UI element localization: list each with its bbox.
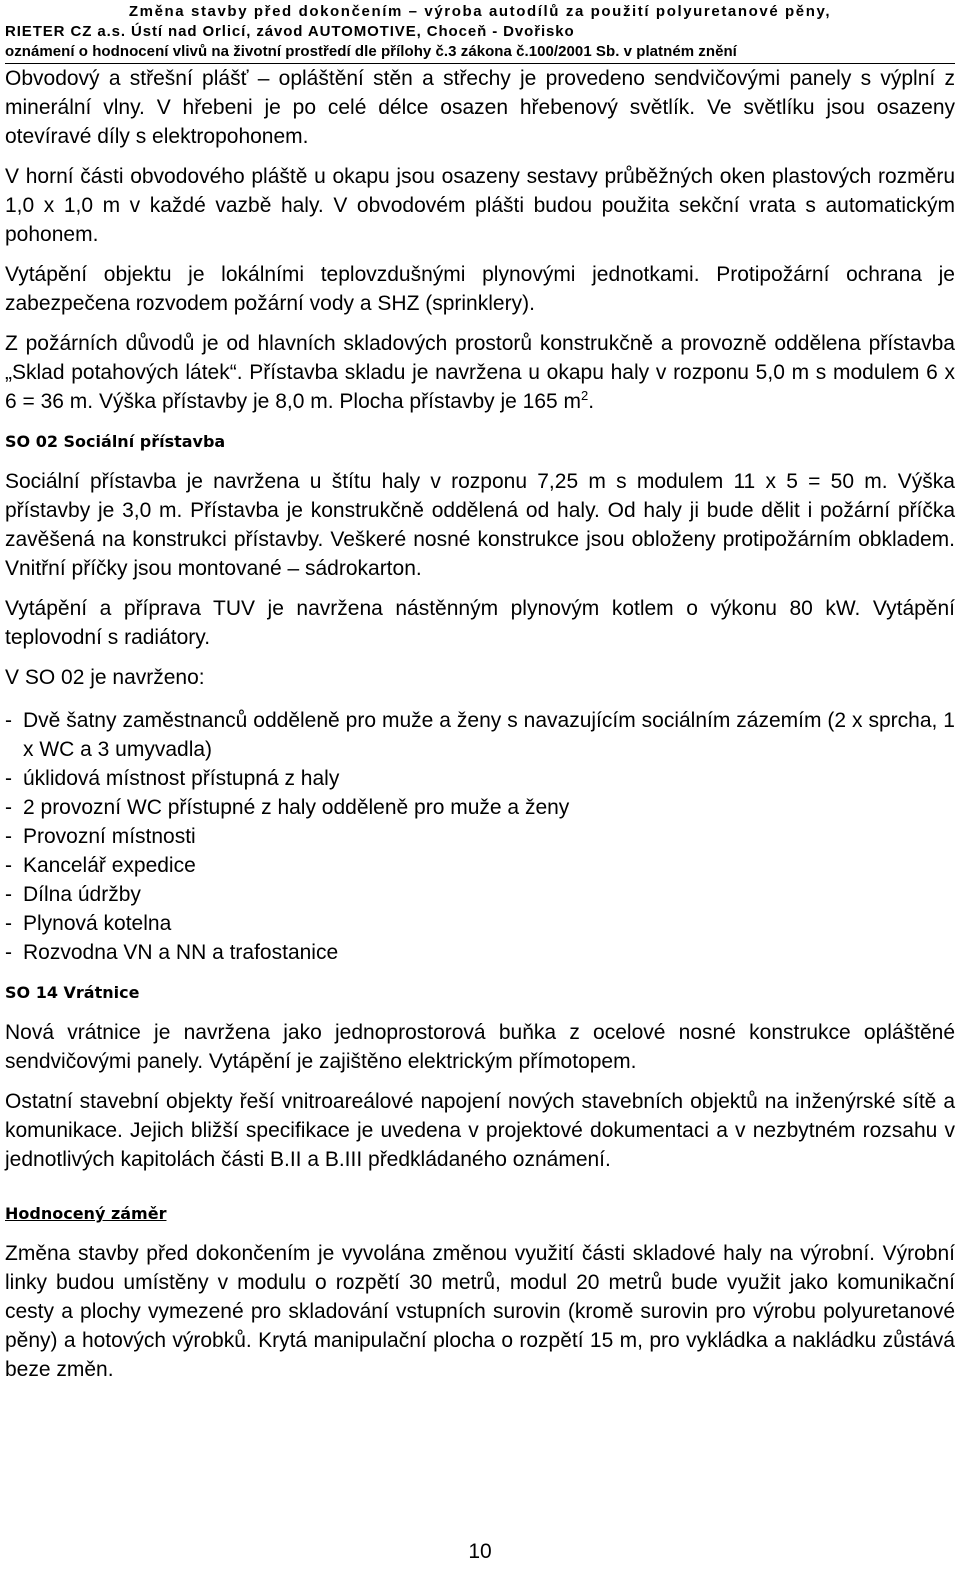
paragraph-tuv: Vytápění a příprava TUV je navržena nástěnným plynovým kotlem o výkonu 80 kW. Vytápění teplovodní s radiátory. xyxy=(5,597,955,649)
paragraph-cladding: Obvodový a střešní plášť – opláštění stěn a střechy je provedeno sendvičovými panely s výplní z minerální vlny. V hřebeni je po celé délce osazen hřebenový světlík. Ve světlíku jsou osazeny otevíravé díly s elektropohonem. xyxy=(5,67,955,148)
superscript-squared: 2 xyxy=(581,388,589,403)
list-item: - Dílna údržby xyxy=(5,883,141,906)
document-page xyxy=(5,0,955,1384)
paragraph-fire-separation-end: . xyxy=(588,390,595,413)
list-item: - Rozvodna VN a NN a trafostanice xyxy=(5,941,339,964)
paragraph-fire-separation xyxy=(5,329,955,416)
paragraph-windows: V horní části obvodového pláště u okapu jsou osazeny sestavy průběžných oken plastových rozměru 1,0 x 1,0 m v každé vazbě haly. V obvodovém plášti budou použita sekční vrata s automatickým pohonem. xyxy=(5,165,955,246)
so02-room-list xyxy=(5,706,955,967)
list-item: - Plynová kotelna xyxy=(5,912,172,935)
section-heading-so14: SO 14 Vrátnice xyxy=(5,983,140,1002)
page-number: 10 xyxy=(468,1540,492,1563)
list-item: - Provozní místnosti xyxy=(5,825,196,848)
paragraph-fire-separation-text: Z požárních důvodů je od hlavních skladových prostorů konstrukčně a provozně oddělena přístavba „Sklad potahových látek“. Přístavba skladu je navržena u okapu haly v rozponu 5,0 m s modulem 6 x 6 = 36 m. Výška přístavby je 8,0 m. Plocha přístavby je 165 m xyxy=(5,332,955,413)
paragraph-gatehouse: Nová vrátnice je navržena jako jednoprostorová buňka z ocelové nosné konstrukce opláštěné sendvičovými panely. Vytápění je zajištěno elektrickým přímotopem. xyxy=(5,1021,955,1073)
paragraph-evaluated-plan: Změna stavby před dokončením je vyvolána změnou využití části skladové haly na výrobní. Výrobní linky budou umístěny v modulu o rozpětí 30 metrů, modul 20 metrů bude využit jako komunikační cesty a plochy vymezené pro skladování vstupních surovin (kromě surovin pro výrobu polyuretanové pěny) a hotových výrobků. Krytá manipulační plocha o rozpětí 15 m, pro vykládka a nakládku zůstává beze změn. xyxy=(5,1242,955,1381)
list-item: - Dvě šatny zaměstnanců odděleně pro muže a ženy s navazujícím sociálním zázemím (2 x sprcha, 1 x WC a 3 umyvadla) xyxy=(5,709,955,761)
header-line-3: oznámení o hodnocení vlivů na životní prostředí dle přílohy č.3 zákona č.100/2001 Sb. v platném znění xyxy=(5,43,737,60)
section-heading-evaluated-plan: Hodnocený záměr xyxy=(5,1204,167,1223)
header-line-2: RIETER CZ a.s. Ústí nad Orlicí, závod AUTOMOTIVE, Choceň - Dvořisko xyxy=(5,23,575,40)
list-item: - Kancelář expedice xyxy=(5,854,196,877)
list-item: - 2 provozní WC přístupné z haly odděleně pro muže a ženy xyxy=(5,796,570,819)
paragraph-social-annex: Sociální přístavba je navržena u štítu haly v rozponu 7,25 m s modulem 11 x 5 = 50 m. Výška přístavby je 3,0 m. Přístavba je konstrukčně oddělená od haly. Od haly ji bude dělit i požární příčka zavěšená na konstrukci přístavby. Veškeré nosné konstrukce jsou obloženy protipožárním obkladem. Vnitřní příčky jsou montované – sádrokarton. xyxy=(5,470,955,580)
section-heading-so02: SO 02 Sociální přístavba xyxy=(5,432,226,451)
paragraph-other-objects: Ostatní stavební objekty řeší vnitroareálové napojení nových stavebních objektů na inženýrské sítě a komunikace. Jejich bližší specifikace je uvedena v projektové dokumentaci a v nezbytném rozsahu v jednotlivých kapitolách části B.II a B.III předkládaného oznámení. xyxy=(5,1090,955,1171)
paragraph-so02-intro: V SO 02 je navrženo: xyxy=(5,666,205,689)
list-item: - úklidová místnost přístupná z haly xyxy=(5,767,340,790)
paragraph-heating: Vytápění objektu je lokálními teplovzdušnými plynovými jednotkami. Protipožární ochrana je zabezpečena rozvodem požární vody a SHZ (sprinklery). xyxy=(5,263,955,315)
header-line-1: Změna stavby před dokončením – výroba autodílů za použití polyuretanové pěny, xyxy=(128,3,832,20)
